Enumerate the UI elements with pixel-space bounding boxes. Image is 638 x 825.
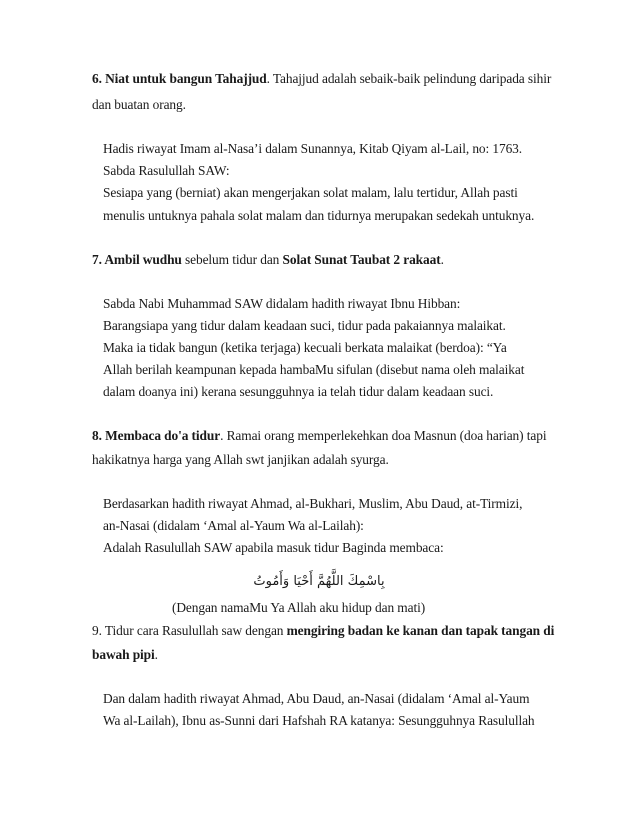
section-7-quote-line-3: Maka ia tidak bangun (ketika terjaga) kecuali berkata malaikat (berdoa): “Ya	[103, 340, 507, 355]
section-7-text: sebelum tidur dan	[181, 252, 283, 267]
section-7-quote-line-1: Sabda Nabi Muhammad SAW didalam hadith riwayat Ibnu Hibban:	[103, 296, 461, 311]
arabic-prayer: بِاسْمِكَ اللَّهُمَّ أَحْيَا وَأَمُوتُ	[253, 574, 385, 589]
section-6-quote-line-1: Hadis riwayat Imam al-Nasa’i dalam Sunannya, Kitab Qiyam al-Lail, no: 1763.	[103, 141, 523, 156]
section-9-quote-line-2: Wa al-Lailah), Ibnu as-Sunni dari Hafshah RA katanya: Sesungguhnya Rasulullah	[103, 713, 535, 728]
section-8-text-line-2: hakikatnya harga yang Allah swt janjikan adalah syurga.	[92, 452, 389, 467]
section-9-quote-line-1: Dan dalam hadith riwayat Ahmad, Abu Daud, an-Nasai (didalam ‘Amal al-Yaum	[103, 691, 530, 706]
section-8-text: . Ramai orang memperlekehkan doa Masnun (doa harian) tapi	[220, 428, 547, 443]
section-6-quote-line-2: Sabda Rasulullah SAW:	[103, 163, 230, 178]
section-7-heading: 7. Ambil wudhu	[92, 252, 182, 267]
section-8-quote-line-1: Berdasarkan hadith riwayat Ahmad, al-Bukhari, Muslim, Abu Daud, at-Tirmizi,	[103, 496, 523, 511]
section-7-period: .	[440, 252, 444, 267]
section-7-quote-line-4: Allah berilah keampunan kepada hambaMu sifulan (disebut nama oleh malaikat	[103, 362, 525, 377]
section-9-heading-line	[92, 623, 554, 639]
section-8-heading: 8. Membaca do'a tidur	[92, 428, 221, 443]
section-6-quote-line-3: Sesiapa yang (berniat) akan mengerjakan solat malam, lalu tertidur, Allah pasti	[103, 185, 518, 200]
section-6-text: . Tahajjud adalah sebaik-baik pelindung daripada sihir	[266, 71, 552, 86]
section-9-heading-line-2	[92, 647, 158, 663]
section-9-emphasis-2: bawah pipi	[92, 647, 155, 662]
section-7-quote-line-5: dalam doanya ini) kerana sesungguhnya ia telah tidur dalam keadaan suci.	[103, 384, 494, 399]
section-8-quote-line-2: an-Nasai (didalam ‘Amal al-Yaum Wa al-Lailah):	[103, 518, 364, 533]
prayer-translation: (Dengan namaMu Ya Allah aku hidup dan mati)	[172, 600, 426, 615]
section-8-heading-line	[92, 428, 546, 444]
section-9-period: .	[154, 647, 158, 662]
section-7-emphasis: Solat Sunat Taubat 2 rakaat	[282, 252, 441, 267]
section-9-emphasis: mengiring badan ke kanan dan tapak tangan di	[286, 623, 555, 638]
section-6-heading-line	[92, 71, 551, 87]
section-7-heading-line	[92, 252, 444, 268]
section-9-text: 9. Tidur cara Rasulullah saw dengan	[92, 623, 287, 638]
section-6-text-line-2: dan buatan orang.	[92, 97, 186, 112]
section-6-heading: 6. Niat untuk bangun Tahajjud	[92, 71, 267, 86]
section-7-quote-line-2: Barangsiapa yang tidur dalam keadaan suci, tidur pada pakaiannya malaikat.	[103, 318, 506, 333]
section-6-quote-line-4: menulis untuknya pahala solat malam dan tidurnya merupakan sedekah untuknya.	[103, 208, 535, 223]
section-8-quote-line-3: Adalah Rasulullah SAW apabila masuk tidur Baginda membaca:	[103, 540, 444, 555]
